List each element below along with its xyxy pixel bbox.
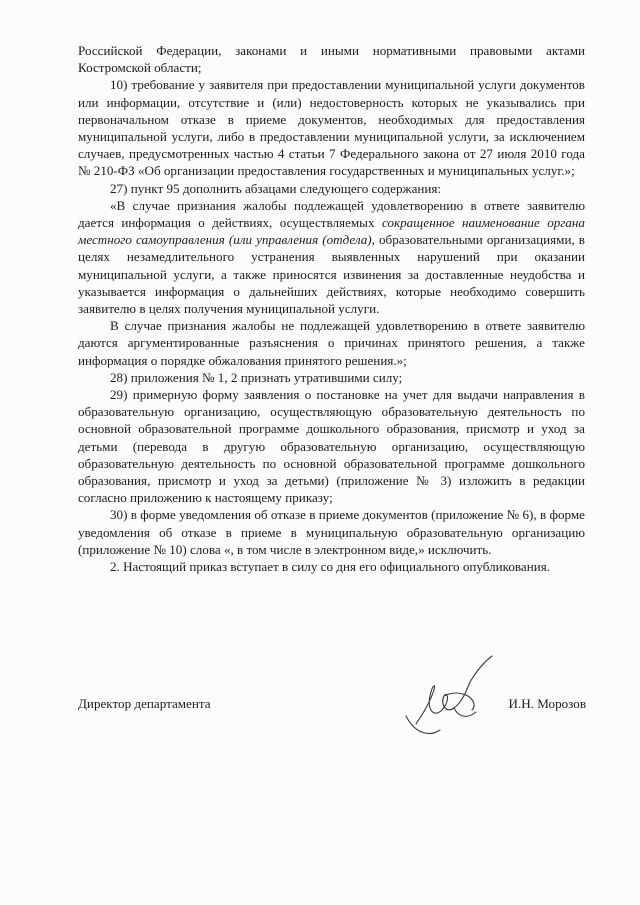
complaint-satisfied-text-end: образовательными организациями, в целях незамедлительного устранения выявленных нарушений при оказании муниципальной услуги, а также приносятся извинения за доставленные неудобства и указывается информация о дальнейших действиях, которые необходимо совершить заявителю в целях получения муниципальной услуги. — [78, 232, 585, 317]
paragraph-item-28: 28) приложения № 1, 2 признать утратившими силу; — [110, 369, 403, 385]
complaint-satisfied-italic-placeholder: сокращенное наименование органа местного самоуправления (или управления (отдела), — [78, 215, 585, 248]
paragraph-entry-into-force: 2. Настоящий приказ вступает в силу со дня его официального опубликования. — [110, 559, 551, 575]
open-quote: « — [110, 197, 117, 213]
complaint-satisfied-text-start: В случае признания жалобы подлежащей удовлетворению в ответе заявителю дается информация о действиях, осуществляемых — [78, 197, 585, 231]
signer-title: Директор департамента — [78, 696, 211, 711]
signature-block — [78, 695, 588, 755]
paragraph-complaint-satisfied — [78, 197, 585, 317]
paragraph-continuation: Российской Федерации, законами и иными нормативными правовыми актами Костромской области; — [78, 43, 585, 76]
paragraph-complaint-rejected: В случае признания жалобы не подлежащей удовлетворению в ответе заявителю даются аргументированные разъяснения о причинах принятого решения, а также информация о порядке обжалования принятого решения.»; — [78, 318, 585, 368]
document-body — [78, 42, 585, 575]
paragraph-item-29: 29) примерную форму заявления о постановке на учет для выдачи направления в образовательную организацию, осуществляющую образовательную деятельность по основной образовательной программе дошкольного образования, присмотр и уход за детьми (перевода в другую образовательную организацию, осуществляющую образовательную деятельность по основной образовательной программе дошкольного образования, присмотр и уход за детьми) (приложение № 3) изложить в редакции согласно приложению к настоящему приказу; — [78, 387, 585, 506]
paragraph-item-27: 27) пункт 95 дополнить абзацами следующего содержания: — [110, 180, 442, 196]
paragraph-item-10: 10) требование у заявителя при предоставлении муниципальной услуги документов или информации, отсутствие и (или) недостоверность которых не указывались при первоначальном отказе в приеме документов, необходимых для предоставления муниципальной услуги, либо в предоставлении муниципальной услуги, за исключением случаев, предусмотренных частью 4 статьи 7 Федерального закона от 27 июля 2010 года № 210-ФЗ «Об организации предоставления государственных и муниципальных услуг.»; — [78, 77, 585, 179]
paragraph-item-30: 30) в форме уведомления об отказе в приеме документов (приложение № 6), в форме уведомления об отказе в приеме в муниципальную образовательную организацию (приложение № 10) слова «, в том числе в электронном виде,» исключить. — [78, 507, 585, 557]
signer-name: И.Н. Морозов — [508, 696, 586, 711]
handwritten-signature — [396, 652, 506, 742]
